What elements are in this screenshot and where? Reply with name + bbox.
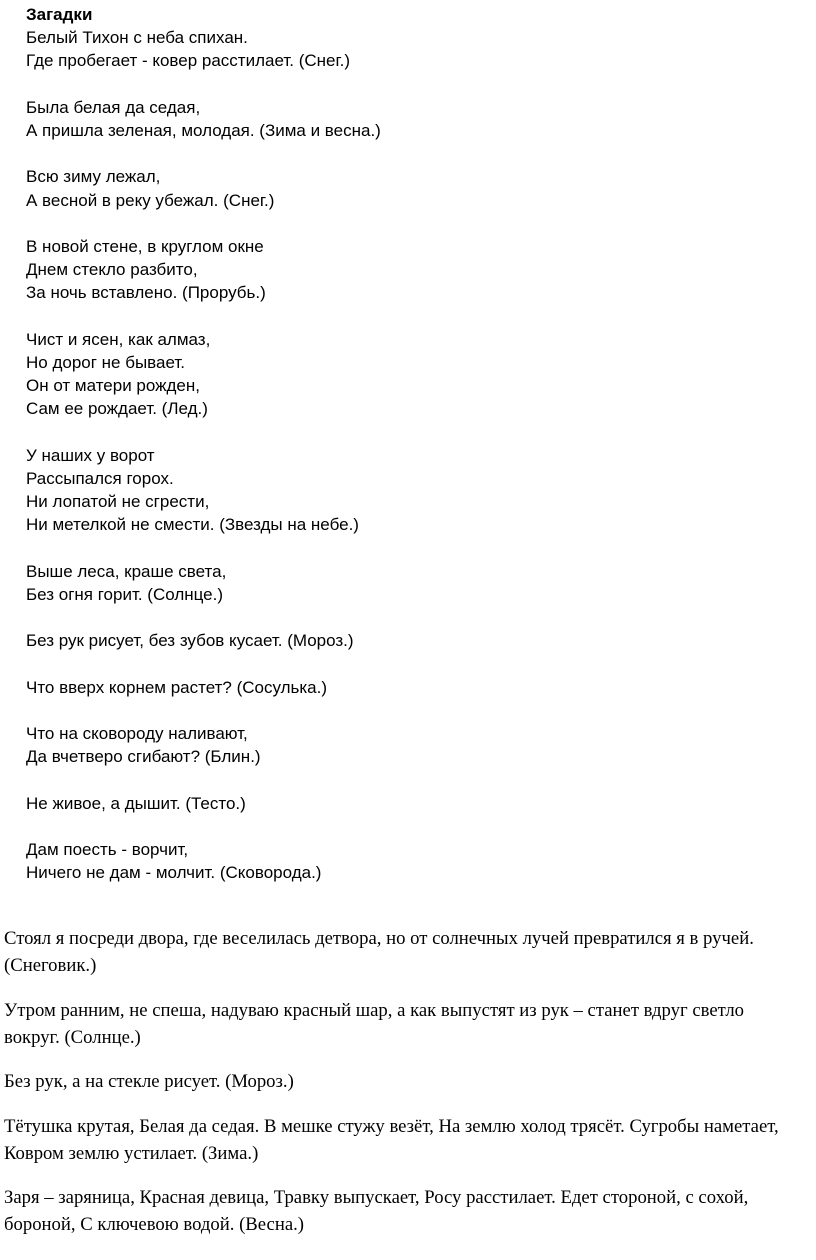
riddle-list xyxy=(26,26,786,884)
riddle-line: Не живое, а дышит. (Тесто.) xyxy=(26,793,246,813)
riddle-line: Днем стекло разбито, xyxy=(26,260,198,280)
riddle-line: Чист и ясен, как алмаз, xyxy=(26,329,211,349)
riddle-line: Ничего не дам - молчит. (Сковорода.) xyxy=(26,863,322,883)
riddle-line: Была белая да седая, xyxy=(26,97,201,117)
riddle-line: Выше леса, краше света, xyxy=(26,561,227,581)
riddle-line: Без рук рисует, без зубов кусает. (Мороз.) xyxy=(26,631,354,651)
riddle-block xyxy=(26,444,786,537)
riddle-line: Что вверх корнем растет? (Сосулька.) xyxy=(26,677,328,697)
prose-paragraph: Без рук, а на стекле рисует. (Мороз.) xyxy=(4,1071,294,1092)
riddle-block xyxy=(26,722,786,768)
riddle-block xyxy=(26,676,786,699)
riddles-section xyxy=(26,3,786,908)
riddle-line: Что на сковороду наливают, xyxy=(26,724,248,744)
riddle-block xyxy=(26,26,786,72)
riddle-line: Да вчетверо сгибают? (Блин.) xyxy=(26,747,261,767)
riddle-line: Ни лопатой не сгрести, xyxy=(26,492,210,512)
riddle-block xyxy=(26,560,786,606)
riddle-block xyxy=(26,629,786,652)
prose-section xyxy=(4,925,804,1256)
riddle-line: Белый Тихон с неба спихан. xyxy=(26,28,248,48)
prose-paragraph: Стоял я посреди двора, где веселилась детвора, но от солнечных лучей превратился я в ручей. (Снеговик.) xyxy=(4,928,754,976)
riddle-block xyxy=(26,165,786,211)
prose-paragraph: Тётушка крутая, Белая да седая. В мешке стужу везёт, На землю холод трясёт. Сугробы наметает, Ковром землю устилает. (Зима.) xyxy=(4,1115,779,1164)
riddle-line: Сам ее рождает. (Лед.) xyxy=(26,399,208,419)
riddle-block xyxy=(26,328,786,421)
riddle-line: В новой стене, в круглом окне xyxy=(26,236,264,256)
riddle-block xyxy=(26,235,786,305)
prose-paragraph: Заря – заряница, Красная девица, Травку выпускает, Росу расстилает. Едет стороной, с сохой, бороной, С ключевою водой. (Весна.) xyxy=(4,1187,749,1235)
page-title: Загадки xyxy=(26,5,93,24)
riddle-block xyxy=(26,792,786,815)
riddle-line: У наших у ворот xyxy=(26,445,155,465)
riddle-line: Дам поесть - ворчит, xyxy=(26,840,189,860)
riddle-line: Без огня горит. (Солнце.) xyxy=(26,584,224,604)
riddle-block xyxy=(26,838,786,884)
riddle-line: Всю зиму лежал, xyxy=(26,167,161,187)
prose-paragraph: Утром ранним, не спеша, надуваю красный шар, а как выпустят из рук – станет вдруг светло вокруг. (Солнце.) xyxy=(4,999,744,1048)
riddle-block xyxy=(26,96,786,142)
riddle-line: А весной в реку убежал. (Снег.) xyxy=(26,190,275,210)
riddle-line: Но дорог не бывает. xyxy=(26,352,185,372)
riddle-line: Рассыпался горох. xyxy=(26,468,174,488)
riddle-line: За ночь вставлено. (Прорубь.) xyxy=(26,283,266,303)
riddle-line: Он от матери рожден, xyxy=(26,376,200,396)
riddle-line: Где пробегает - ковер расстилает. (Снег.) xyxy=(26,51,350,71)
riddle-line: Ни метелкой не смести. (Звезды на небе.) xyxy=(26,515,359,535)
riddle-line: А пришла зеленая, молодая. (Зима и весна.) xyxy=(26,121,381,140)
